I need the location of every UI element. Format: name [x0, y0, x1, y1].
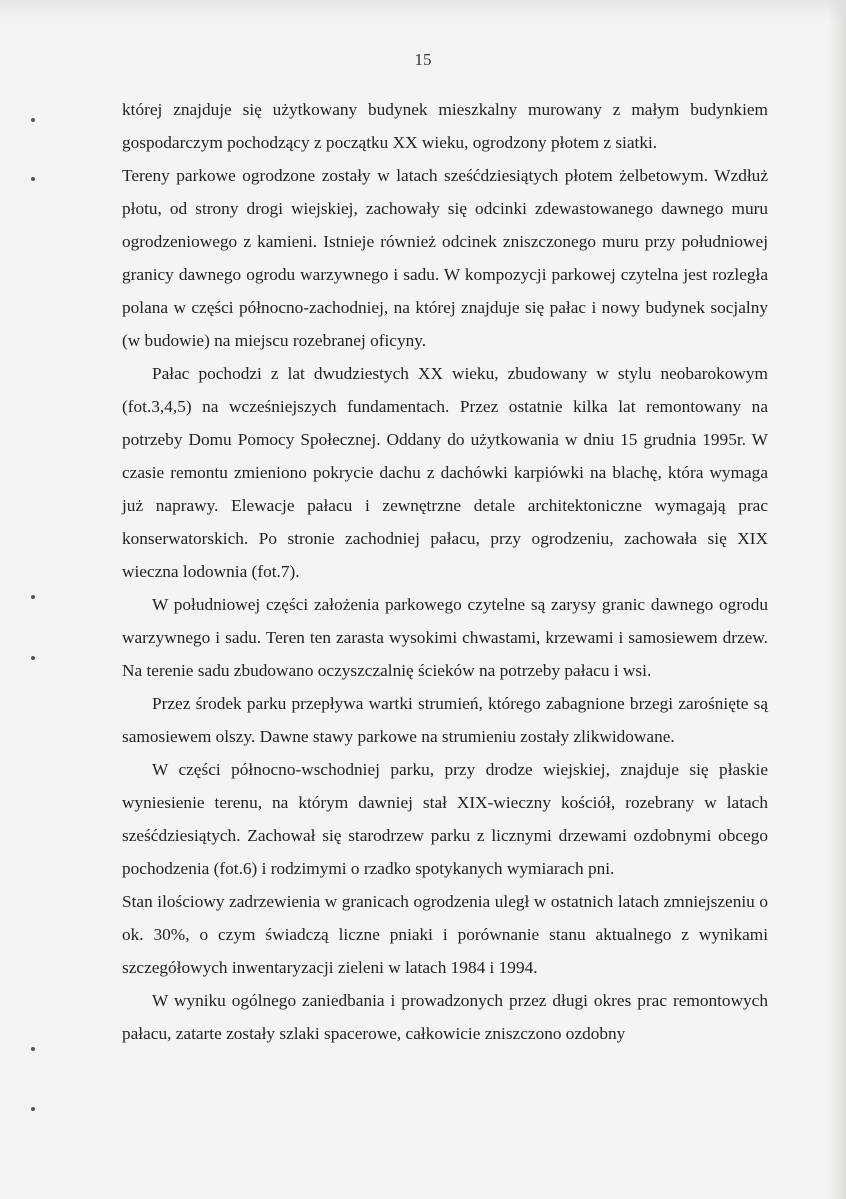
scan-edge-right [828, 0, 846, 1199]
paragraph-3: Pałac pochodzi z lat dwudziestych XX wieku, zbudowany w stylu neobarokowym (fot.3,4,5) na wcześniejszych fundamentach. Przez ostatnie kilka lat remontowany na potrzeby Domu Pomocy Społecznej. Oddany do użytkowania w dniu 15 grudnia 1995r. W czasie remontu zmieniono pokrycie dachu z dachówki karpiówki na blachę, która wymaga już naprawy. Elewacje pałacu i zewnętrzne detale architektoniczne wymagają prac konserwatorskich. Po stronie zachodniej pałacu, przy ogrodzeniu, zachowała się XIX wieczna lodownia (fot.7). [122, 364, 768, 581]
paragraph-4: W południowej części założenia parkowego czytelne są zarysy granic dawnego ogrodu warzywnego i sadu. Teren ten zarasta wysokimi chwastami, krzewami i samosiewem drzew. Na terenie sadu zbudowano oczyszczalnię ścieków na potrzeby pałacu i wsi. [122, 595, 768, 680]
margin-dot [31, 1047, 35, 1051]
margin-dot [31, 118, 35, 122]
paragraph-1: której znajduje się użytkowany budynek mieszkalny murowany z małym budynkiem gospodarczym pochodzący z początku XX wieku, ogrodzony płotem z siatki. [122, 100, 768, 152]
margin-dot [31, 177, 35, 181]
paragraph-2: Tereny parkowe ogrodzone zostały w latach sześćdziesiątych płotem żelbetowym. Wzdłuż płotu, od strony drogi wiejskiej, zachowały się odcinki zdewastowanego dawnego muru ogrodzeniowego z kamieni. Istnieje również odcinek zniszczonego muru przy południowej granicy dawnego ogrodu warzywnego i sadu. W kompozycji parkowej czytelna jest rozległa polana w części północno-zachodniej, na której znajduje się pałac i nowy budynek socjalny (w budowie) na miejscu rozebranej oficyny. [122, 166, 768, 350]
paragraph-5: Przez środek parku przepływa wartki strumień, którego zabagnione brzegi zarośnięte są samosiewem olszy. Dawne stawy parkowe na strumieniu zostały zlikwidowane. [122, 694, 768, 746]
margin-dot [31, 656, 35, 660]
paragraph-7: Stan ilościowy zadrzewienia w granicach ogrodzenia uległ w ostatnich latach zmniejszeniu o ok. 30%, o czym świadczą liczne pniaki i porównanie stanu aktualnego z wynikami szczegółowych inwentaryzacji zieleni w latach 1984 i 1994. [122, 892, 768, 977]
margin-dot [31, 1107, 35, 1111]
margin-dot [31, 595, 35, 599]
document-body [122, 93, 768, 1050]
paragraph-8: W wyniku ogólnego zaniedbania i prowadzonych przez długi okres prac remontowych pałacu, zatarte zostały szlaki spacerowe, całkowicie zniszczono ozdobny [122, 991, 768, 1043]
page-number: 15 [414, 50, 432, 69]
paragraph-6: W części północno-wschodniej parku, przy drodze wiejskiej, znajduje się płaskie wyniesienie terenu, na którym dawniej stał XIX-wieczny kościół, rozebrany w latach sześćdziesiątych. Zachował się starodrzew parku z licznymi drzewami ozdobnymi obcego pochodzenia (fot.6) i rodzimymi o rzadko spotykanych wymiarach pni. [122, 760, 768, 878]
scan-edge-top [0, 0, 846, 22]
